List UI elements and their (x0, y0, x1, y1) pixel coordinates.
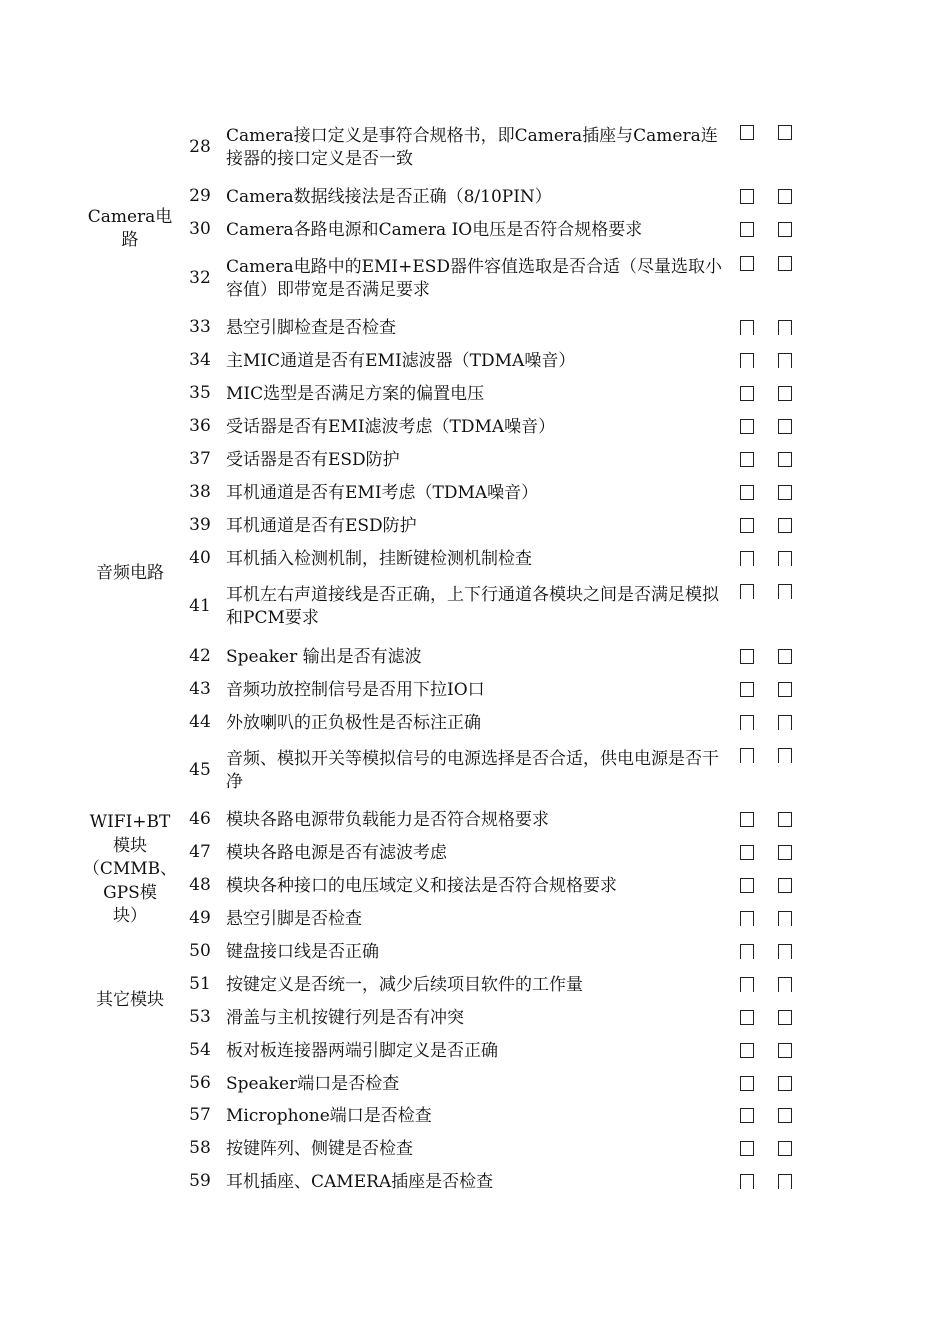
checkbox-yes[interactable] (740, 911, 754, 926)
checkbox-no[interactable] (778, 189, 792, 204)
item-text: 模块各路电源带负载能力是否符合规格要求 (226, 810, 549, 830)
checkbox-no[interactable] (778, 682, 792, 697)
checkbox-no[interactable] (778, 1141, 792, 1156)
checkbox-no[interactable] (778, 748, 792, 763)
checkbox-no[interactable] (778, 485, 792, 500)
item-number: 43 (189, 679, 211, 699)
item-text: 模块各路电源是否有滤波考虑 (226, 843, 447, 863)
item-number: 38 (189, 482, 211, 502)
checkbox-no[interactable] (778, 1174, 792, 1189)
item-text: 外放喇叭的正负极性是否标注正确 (226, 713, 481, 733)
item-number: 35 (189, 383, 211, 403)
item-text: 受话器是否有EMI滤波考虑（TDMA噪音） (226, 417, 556, 437)
checkbox-yes[interactable] (740, 1043, 754, 1058)
item-number: 44 (189, 712, 211, 732)
item-text: Microphone端口是否检查 (226, 1106, 432, 1126)
item-text: 受话器是否有ESD防护 (226, 450, 400, 470)
checkbox-no[interactable] (778, 518, 792, 533)
checkbox-no[interactable] (778, 320, 792, 335)
checkbox-no[interactable] (778, 1076, 792, 1091)
item-text: 耳机通道是否有ESD防护 (226, 516, 417, 536)
category-other: 其它模块 (96, 990, 164, 1010)
checkbox-yes[interactable] (740, 649, 754, 664)
checkbox-no[interactable] (778, 551, 792, 566)
item-number: 34 (189, 350, 211, 370)
checkbox-yes[interactable] (740, 748, 754, 763)
item-text: 耳机通道是否有EMI考虑（TDMA噪音） (226, 483, 539, 503)
item-number: 58 (189, 1138, 211, 1158)
item-text: Camera数据线接法是否正确（8/10PIN） (226, 187, 552, 207)
checkbox-yes[interactable] (740, 189, 754, 204)
checkbox-no[interactable] (778, 1108, 792, 1123)
checkbox-no[interactable] (778, 944, 792, 959)
item-text: 滑盖与主机按键行列是否有冲突 (226, 1008, 464, 1028)
item-text: MIC选型是否满足方案的偏置电压 (226, 384, 485, 404)
checkbox-no[interactable] (778, 715, 792, 730)
item-number: 56 (189, 1073, 211, 1093)
item-number: 50 (189, 941, 211, 961)
checkbox-yes[interactable] (740, 452, 754, 467)
checkbox-no[interactable] (778, 812, 792, 827)
item-number: 41 (189, 596, 211, 616)
checkbox-yes[interactable] (740, 256, 754, 271)
item-text: Camera电路中的EMI+ESD器件容值选取是否合适（尽量选取小容值）即带宽是否满足要求 (226, 257, 723, 300)
checkbox-yes[interactable] (740, 944, 754, 959)
checkbox-no[interactable] (778, 419, 792, 434)
checkbox-no[interactable] (778, 1010, 792, 1025)
item-text: 耳机插座、CAMERA插座是否检查 (226, 1172, 494, 1192)
checkbox-no[interactable] (778, 353, 792, 368)
item-text: 主MIC通道是否有EMI滤波器（TDMA噪音） (226, 351, 576, 371)
checkbox-yes[interactable] (740, 1108, 754, 1123)
checkbox-yes[interactable] (740, 320, 754, 335)
checkbox-yes[interactable] (740, 386, 754, 401)
item-number: 54 (189, 1040, 211, 1060)
item-number: 53 (189, 1007, 211, 1027)
item-text: 按键定义是否统一，减少后续项目软件的工作量 (226, 975, 583, 995)
checkbox-yes[interactable] (740, 584, 754, 599)
checkbox-yes[interactable] (740, 878, 754, 893)
item-text: 板对板连接器两端引脚定义是否正确 (226, 1041, 498, 1061)
checkbox-yes[interactable] (740, 715, 754, 730)
item-number: 47 (189, 842, 211, 862)
checkbox-yes[interactable] (740, 485, 754, 500)
checkbox-yes[interactable] (740, 812, 754, 827)
item-number: 42 (189, 646, 211, 666)
item-number: 36 (189, 416, 211, 436)
checkbox-no[interactable] (778, 386, 792, 401)
item-text: 悬空引脚检查是否检查 (226, 318, 396, 338)
item-number: 32 (189, 268, 211, 288)
item-number: 46 (189, 809, 211, 829)
item-number: 33 (189, 317, 211, 337)
checkbox-yes[interactable] (740, 977, 754, 992)
category-camera: Camera电 路 (87, 207, 173, 250)
checkbox-yes[interactable] (740, 1076, 754, 1091)
item-text: 音频功放控制信号是否用下拉IO口 (226, 680, 485, 700)
checkbox-no[interactable] (778, 845, 792, 860)
checkbox-no[interactable] (778, 649, 792, 664)
checkbox-no[interactable] (778, 977, 792, 992)
item-number: 39 (189, 515, 211, 535)
item-text: 模块各种接口的电压域定义和接法是否符合规格要求 (226, 876, 617, 896)
checkbox-no[interactable] (778, 125, 792, 140)
item-text: 按键阵列、侧键是否检查 (226, 1139, 413, 1159)
checkbox-no[interactable] (778, 256, 792, 271)
checkbox-yes[interactable] (740, 682, 754, 697)
item-number: 51 (189, 974, 211, 994)
checkbox-no[interactable] (778, 222, 792, 237)
checkbox-yes[interactable] (740, 1010, 754, 1025)
item-number: 40 (189, 548, 211, 568)
item-number: 45 (189, 760, 211, 780)
checkbox-yes[interactable] (740, 353, 754, 368)
checkbox-yes[interactable] (740, 551, 754, 566)
checkbox-no[interactable] (778, 584, 792, 599)
checkbox-yes[interactable] (740, 419, 754, 434)
checkbox-yes[interactable] (740, 1141, 754, 1156)
item-number: 30 (189, 219, 211, 239)
checkbox-no[interactable] (778, 911, 792, 926)
item-text: Camera接口定义是事符合规格书，即Camera插座与Camera连接器的接口定义是否一致 (226, 126, 718, 169)
item-number: 29 (189, 186, 211, 206)
category-audio: 音频电路 (96, 563, 164, 583)
checkbox-no[interactable] (778, 452, 792, 467)
item-text: 键盘接口线是否正确 (226, 942, 379, 962)
item-text: Speaker端口是否检查 (226, 1074, 400, 1094)
item-number: 48 (189, 875, 211, 895)
item-text: 耳机左右声道接线是否正确，上下行通道各模块之间是否满足模拟和PCM要求 (226, 585, 719, 628)
item-text: Speaker 输出是否有滤波 (226, 647, 422, 667)
item-text: 耳机插入检测机制，挂断键检测机制检查 (226, 549, 532, 569)
category-wifi-bt: WIFI+BT 模块 （CMMB、 GPS模 块） (82, 812, 178, 926)
item-text: 音频、模拟开关等模拟信号的电源选择是否合适，供电电源是否干净 (226, 749, 719, 792)
checkbox-yes[interactable] (740, 845, 754, 860)
checkbox-no[interactable] (778, 1043, 792, 1058)
checkbox-yes[interactable] (740, 518, 754, 533)
item-number: 37 (189, 449, 211, 469)
checkbox-yes[interactable] (740, 1174, 754, 1189)
item-text: Camera各路电源和Camera IO电压是否符合规格要求 (226, 220, 643, 240)
item-number: 49 (189, 908, 211, 928)
checkbox-no[interactable] (778, 878, 792, 893)
checkbox-yes[interactable] (740, 222, 754, 237)
item-number: 57 (189, 1105, 211, 1125)
checkbox-yes[interactable] (740, 125, 754, 140)
item-number: 59 (189, 1171, 211, 1191)
item-number: 28 (189, 137, 211, 157)
item-text: 悬空引脚是否检查 (226, 909, 362, 929)
